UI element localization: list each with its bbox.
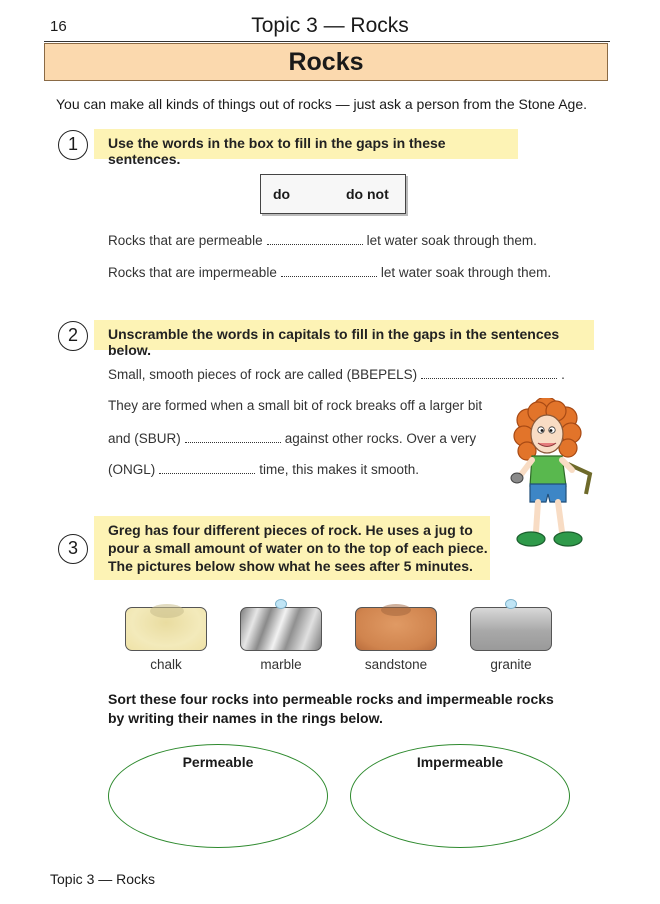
page-number: 16 (50, 18, 67, 35)
q2-line-1-start: Small, smooth pieces of rock are called (BBEPELS) (108, 367, 418, 382)
word-box-word-do: do (273, 186, 291, 202)
chalk-water-soaked (150, 604, 184, 618)
header-rule (44, 41, 610, 42)
q3-instruction-line-3: The pictures below show what he sees after 5 minutes. (108, 558, 473, 574)
word-box (260, 174, 406, 214)
rock-label-chalk: chalk (150, 657, 182, 672)
permeable-ring-label: Permeable (182, 754, 254, 770)
page-title: Rocks (44, 43, 608, 81)
q2-line-2: They are formed when a small bit of rock breaks off a larger bit (108, 398, 483, 413)
granite-rock (470, 607, 552, 651)
question-3-instruction (94, 516, 490, 580)
q1-sentence-2-start: Rocks that are impermeable (108, 265, 277, 280)
q2-line-4 (108, 461, 419, 477)
q2-gap-rubs[interactable] (185, 430, 281, 443)
rock-label-sandstone: sandstone (364, 657, 428, 672)
q2-line-4-start: (ONGL) (108, 462, 156, 477)
q2-line-4-end: time, this makes it smooth. (259, 462, 420, 477)
q3-instruction-line-1: Greg has four different pieces of rock. He uses a jug to (108, 522, 473, 538)
question-number-3: 3 (58, 534, 88, 564)
q1-sentence-1-end: let water soak through them. (366, 233, 537, 248)
rock-label-marble: marble (260, 657, 302, 672)
q2-line-3 (108, 430, 476, 446)
sort-instruction-line-1: Sort these four rocks into permeable rocks and impermeable rocks (108, 691, 554, 707)
question-2-instruction: Unscramble the words in capitals to fill in the gaps in the sentences below. (94, 320, 594, 350)
question-number-2: 2 (58, 321, 88, 351)
sort-instruction-line-2: by writing their names in the rings below. (108, 710, 383, 726)
q1-sentence-1-start: Rocks that are permeable (108, 233, 263, 248)
q2-line-3-start: and (SBUR) (108, 431, 181, 446)
question-number-1: 1 (58, 130, 88, 160)
q3-instruction-line-2: pour a small amount of water on to the top of each piece. (108, 540, 488, 556)
sort-instruction (108, 690, 554, 728)
sandstone-water-soaked (381, 604, 411, 616)
rock-label-granite: granite (490, 657, 532, 672)
footer-topic: Topic 3 — Rocks (50, 871, 156, 887)
granite-water-droplet (505, 599, 517, 609)
marble-water-droplet (275, 599, 287, 609)
impermeable-ring-label: Impermeable (416, 754, 504, 770)
pebble-in-hand (511, 473, 523, 483)
question-1-instruction: Use the words in the box to fill in the gaps in these sentences. (94, 129, 518, 159)
q2-gap-pebbles[interactable] (421, 366, 557, 379)
q2-line-3-end: against other rocks. Over a very (284, 431, 477, 446)
topic-header: Topic 3 — Rocks (251, 14, 409, 37)
q1-sentence-2 (108, 264, 551, 280)
face (531, 415, 563, 453)
q2-gap-long[interactable] (159, 461, 255, 474)
q1-sentence-2-end: let water soak through them. (380, 265, 552, 280)
q2-line-1 (108, 366, 565, 382)
q1-sentence-1 (108, 232, 537, 248)
q1-gap-1[interactable] (267, 232, 363, 245)
intro-text: You can make all kinds of things out of rocks — just ask a person from the Stone Age. (56, 96, 587, 112)
q1-gap-2[interactable] (281, 264, 377, 277)
cartoon-girl-illustration (500, 398, 600, 554)
shorts (530, 484, 566, 502)
word-box-word-do-not: do not (346, 186, 389, 202)
marble-rock (240, 607, 322, 651)
q2-line-1-end: . (561, 367, 565, 382)
